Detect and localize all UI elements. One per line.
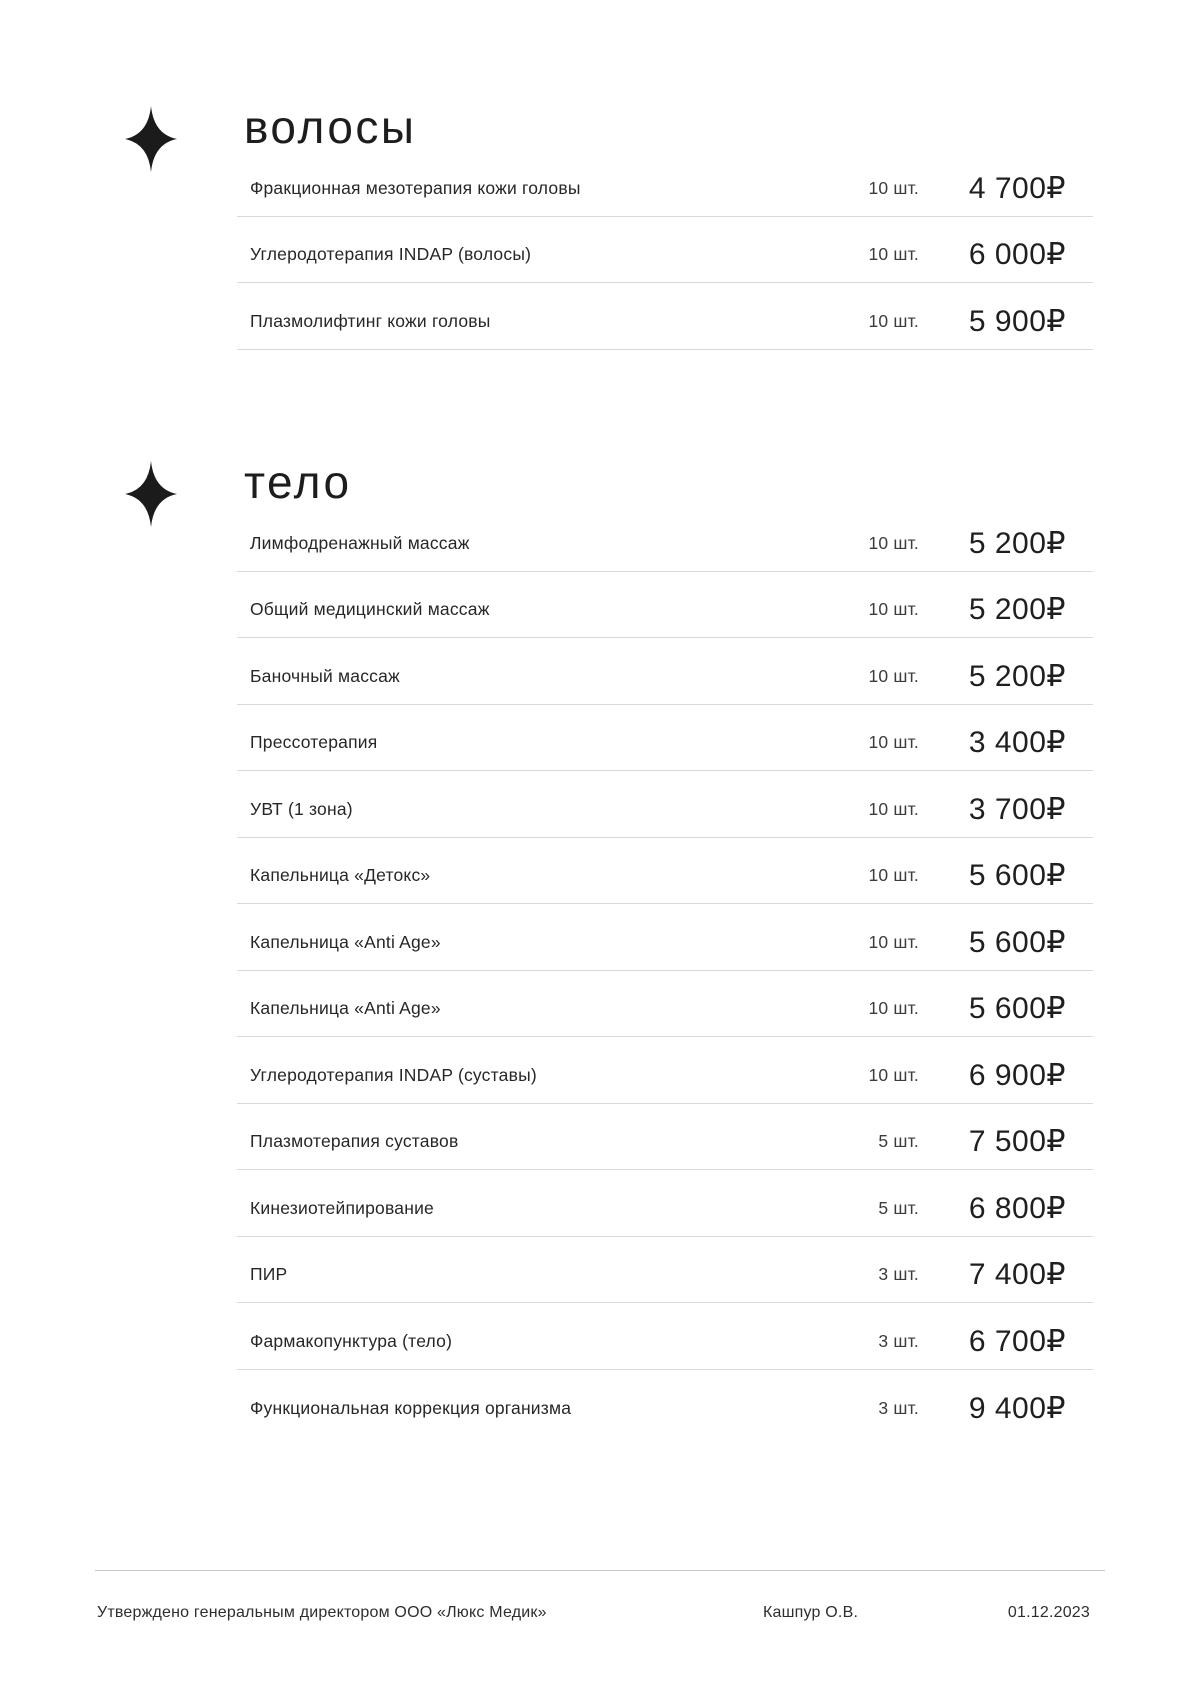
service-price: 7 400₽: [968, 1258, 1066, 1292]
table-row: [237, 1370, 1093, 1437]
service-name: Капельница «Anti Age»: [250, 931, 441, 952]
service-price: 5 600₽: [968, 925, 1066, 959]
service-qty: 10 шт.: [868, 865, 919, 886]
table-row: [237, 705, 1093, 772]
service-price: 5 200₽: [968, 526, 1066, 560]
service-name: Общий медицинский массаж: [250, 599, 490, 620]
service-qty: 3 шт.: [878, 1264, 919, 1285]
service-name: Углеродотерапия INDAP (волосы): [250, 244, 532, 265]
service-qty: 10 шт.: [868, 532, 919, 553]
table-row: [237, 838, 1093, 905]
table-row: [237, 904, 1093, 971]
table-row: [237, 771, 1093, 838]
service-qty: 10 шт.: [868, 665, 919, 686]
service-price: 6 800₽: [968, 1191, 1066, 1225]
table-row: [237, 572, 1093, 639]
service-name: Функциональная коррекция организма: [250, 1397, 572, 1418]
section-rows: [237, 150, 1093, 350]
service-price: 5 600₽: [968, 992, 1066, 1026]
service-price: 6 700₽: [968, 1324, 1066, 1358]
footer-director-name: Кашпур О.В.: [763, 1604, 859, 1621]
service-name: ПИР: [250, 1264, 288, 1285]
service-qty: 3 шт.: [878, 1397, 919, 1418]
section-title: волосы: [244, 101, 417, 153]
service-name: Фракционная мезотерапия кожи головы: [250, 177, 581, 198]
section-title: тело: [244, 456, 352, 508]
service-price: 5 600₽: [968, 859, 1066, 893]
service-price: 9 400₽: [968, 1391, 1066, 1425]
sparkle-icon: [125, 106, 177, 172]
table-row: [237, 217, 1093, 284]
service-price: 6 900₽: [968, 1058, 1066, 1092]
service-price: 5 200₽: [968, 593, 1066, 627]
table-row: [237, 1104, 1093, 1171]
service-name: Плазмотерапия суставов: [250, 1131, 459, 1152]
service-qty: 10 шт.: [868, 798, 919, 819]
service-qty: 5 шт.: [878, 1197, 919, 1218]
service-qty: 3 шт.: [878, 1330, 919, 1351]
service-qty: 10 шт.: [868, 244, 919, 265]
price-section: [237, 101, 1093, 350]
service-qty: 10 шт.: [868, 599, 919, 620]
table-row: [237, 1303, 1093, 1370]
service-qty: 5 шт.: [878, 1131, 919, 1152]
sparkle-icon: [125, 461, 177, 527]
table-row: [237, 283, 1093, 350]
service-name: УВТ (1 зона): [250, 798, 353, 819]
table-row: [237, 1170, 1093, 1237]
price-section: [237, 456, 1093, 1436]
service-qty: 10 шт.: [868, 931, 919, 952]
service-qty: 10 шт.: [868, 310, 919, 331]
service-name: Углеродотерапия INDAP (суставы): [250, 1064, 537, 1085]
service-price: 6 000₽: [968, 238, 1066, 272]
table-row: [237, 638, 1093, 705]
section-rows: [237, 505, 1093, 1436]
service-qty: 10 шт.: [868, 1064, 919, 1085]
footer-divider: [95, 1570, 1105, 1571]
service-name: Кинезиотейпирование: [250, 1197, 434, 1218]
service-price: 3 700₽: [968, 792, 1066, 826]
service-name: Капельница «Детокс»: [250, 865, 431, 886]
service-name: Фармакопунктура (тело): [250, 1330, 453, 1351]
service-name: Прессотерапия: [250, 732, 378, 753]
service-price: 3 400₽: [968, 726, 1066, 760]
service-name: Плазмолифтинг кожи головы: [250, 310, 491, 331]
service-price: 4 700₽: [968, 171, 1066, 205]
service-name: Лимфодренажный массаж: [250, 532, 470, 553]
table-row: [237, 505, 1093, 572]
table-row: [237, 150, 1093, 217]
footer-approved-text: Утверждено генеральным директором ООО «Люкс Медик»: [97, 1604, 547, 1621]
table-row: [237, 1237, 1093, 1304]
service-qty: 10 шт.: [868, 177, 919, 198]
service-qty: 10 шт.: [868, 732, 919, 753]
service-name: Капельница «Anti Age»: [250, 998, 441, 1019]
service-price: 5 200₽: [968, 659, 1066, 693]
table-row: [237, 1037, 1093, 1104]
service-name: Баночный массаж: [250, 665, 400, 686]
footer-date: 01.12.2023: [1007, 1604, 1090, 1621]
service-price: 5 900₽: [968, 304, 1066, 338]
table-row: [237, 971, 1093, 1038]
service-qty: 10 шт.: [868, 998, 919, 1019]
service-price: 7 500₽: [968, 1125, 1066, 1159]
